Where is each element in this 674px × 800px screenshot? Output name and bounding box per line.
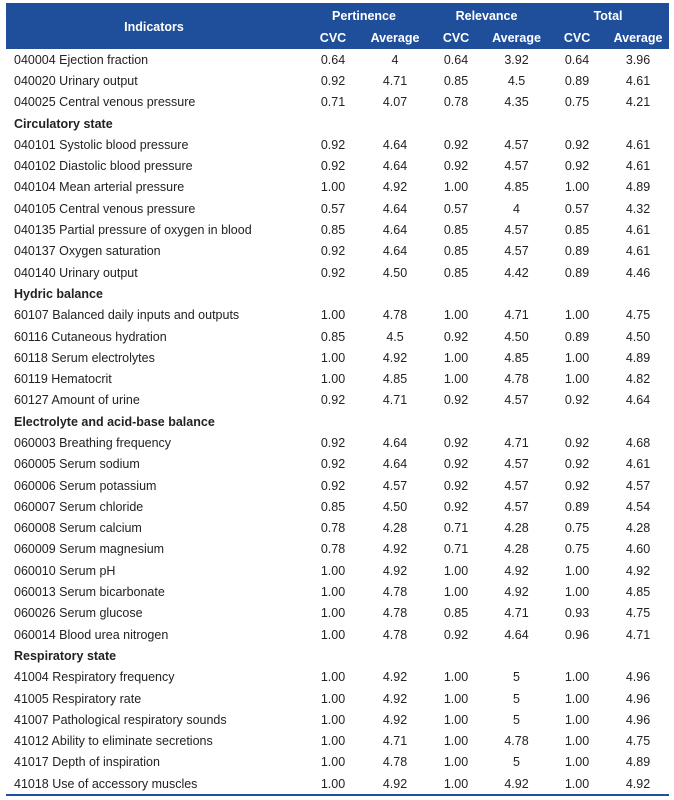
pertinence-cvc-cell: 1.00 <box>320 734 346 749</box>
relevance-cvc-cell: 1.00 <box>443 691 469 706</box>
table-row <box>6 475 669 496</box>
total-cvc-cell: 1.00 <box>564 563 590 578</box>
pertinence-cvc-cell: 1.00 <box>320 627 346 642</box>
section-title: Circulatory state <box>14 116 113 131</box>
pertinence-cvc-cell: 0.78 <box>320 542 346 557</box>
section-row <box>6 113 669 134</box>
relevance-average-cell: 4.50 <box>504 329 529 344</box>
pertinence-cvc-cell: 1.00 <box>320 670 346 685</box>
table-row <box>6 731 669 752</box>
total-cvc-cell: 0.89 <box>564 244 590 259</box>
pertinence-cvc-cell: 0.64 <box>320 52 346 67</box>
total-average-cell: 4.71 <box>625 627 651 642</box>
relevance-average-cell: 5 <box>513 755 520 770</box>
section-row <box>6 645 669 666</box>
total-average-cell: 4.85 <box>625 585 651 600</box>
pertinence-average-cell: 4.78 <box>382 755 408 770</box>
relevance-cvc-cell: 1.00 <box>443 755 469 770</box>
total-average-cell: 4.92 <box>625 776 651 791</box>
total-cvc-cell: 1.00 <box>564 734 590 749</box>
relevance-cvc-cell: 0.92 <box>443 137 469 152</box>
total-cvc-cell: 0.92 <box>564 435 590 450</box>
pertinence-average-cell: 4.64 <box>382 435 408 450</box>
indicator-label: 41012 Ability to eliminate secretions <box>14 734 213 749</box>
relevance-average-cell: 4.78 <box>504 372 529 387</box>
relevance-average-cell: 5 <box>513 691 520 706</box>
total-average-cell: 4.61 <box>625 137 651 152</box>
relevance-average-cell: 4.57 <box>504 159 529 174</box>
relevance-cvc-cell: 1.00 <box>443 712 469 727</box>
table-row <box>6 368 669 389</box>
table-row <box>6 134 669 155</box>
indicator-label: 41018 Use of accessory muscles <box>14 776 198 791</box>
indicator-label: 41007 Pathological respiratory sounds <box>14 712 227 727</box>
table-row <box>6 624 669 645</box>
relevance-average-cell: 4.28 <box>504 521 529 536</box>
indicator-label: 060014 Blood urea nitrogen <box>14 627 169 642</box>
table-row <box>6 92 669 113</box>
pertinence-cvc-cell: 1.00 <box>320 372 346 387</box>
pertinence-cvc-cell: 0.78 <box>320 521 346 536</box>
relevance-average-cell: 4.92 <box>504 776 529 791</box>
relevance-cvc-cell: 0.85 <box>443 606 469 621</box>
relevance-cvc-cell: 1.00 <box>443 563 469 578</box>
total-cvc-cell: 0.75 <box>564 542 590 557</box>
pertinence-average-cell: 4.64 <box>382 137 408 152</box>
indicator-label: 040020 Urinary output <box>14 73 138 88</box>
indicator-label: 040101 Systolic blood pressure <box>14 137 189 152</box>
relevance-cvc-cell: 0.92 <box>443 393 469 408</box>
relevance-cvc-cell: 0.85 <box>443 73 469 88</box>
pertinence-average-cell: 4.71 <box>382 393 408 408</box>
section-title: Hydric balance <box>14 286 103 301</box>
relevance-average-cell: 5 <box>513 712 520 727</box>
pertinence-cvc-cell: 1.00 <box>320 755 346 770</box>
relevance-cvc-cell: 0.92 <box>443 627 469 642</box>
total-cvc-cell: 0.92 <box>564 137 590 152</box>
header-average: Average <box>607 27 669 49</box>
pertinence-average-cell: 4.92 <box>382 563 408 578</box>
table-row <box>6 390 669 411</box>
indicator-label: 60116 Cutaneous hydration <box>14 329 167 344</box>
table-row <box>6 688 669 709</box>
indicator-label: 060009 Serum magnesium <box>14 542 165 557</box>
relevance-cvc-cell: 0.85 <box>443 244 469 259</box>
total-average-cell: 4.75 <box>625 308 651 323</box>
total-average-cell: 4.54 <box>625 499 651 514</box>
indicator-label: 040135 Partial pressure of oxygen in blood <box>14 223 252 238</box>
pertinence-cvc-cell: 0.85 <box>320 223 346 238</box>
relevance-average-cell: 4.78 <box>504 734 529 749</box>
total-cvc-cell: 1.00 <box>564 180 590 195</box>
relevance-cvc-cell: 0.71 <box>443 521 469 536</box>
table-row <box>6 539 669 560</box>
total-cvc-cell: 1.00 <box>564 585 590 600</box>
indicator-label: 060007 Serum chloride <box>14 499 144 514</box>
pertinence-cvc-cell: 0.92 <box>320 435 346 450</box>
table-row <box>6 518 669 539</box>
relevance-average-cell: 4.28 <box>504 542 529 557</box>
total-cvc-cell: 0.89 <box>564 265 590 280</box>
section-title: Respiratory state <box>14 648 117 663</box>
pertinence-cvc-cell: 0.92 <box>320 137 346 152</box>
relevance-average-cell: 4.71 <box>504 435 529 450</box>
pertinence-average-cell: 4 <box>391 52 399 67</box>
total-cvc-cell: 0.89 <box>564 329 590 344</box>
pertinence-average-cell: 4.92 <box>382 776 408 791</box>
table-row <box>6 326 669 347</box>
total-average-cell: 4.32 <box>625 201 651 216</box>
relevance-cvc-cell: 0.71 <box>443 542 469 557</box>
pertinence-cvc-cell: 1.00 <box>320 712 346 727</box>
table-row <box>6 603 669 624</box>
table-row <box>6 49 669 70</box>
relevance-cvc-cell: 0.92 <box>443 499 469 514</box>
relevance-average-cell: 4.92 <box>504 563 529 578</box>
table-row <box>6 709 669 730</box>
pertinence-average-cell: 4.28 <box>382 521 408 536</box>
total-cvc-cell: 1.00 <box>564 776 590 791</box>
indicator-label: 41005 Respiratory rate <box>14 691 142 706</box>
total-average-cell: 4.96 <box>625 670 651 685</box>
pertinence-average-cell: 4.92 <box>382 542 408 557</box>
total-cvc-cell: 0.85 <box>564 223 590 238</box>
relevance-cvc-cell: 0.92 <box>443 435 469 450</box>
pertinence-average-cell: 4.64 <box>382 223 408 238</box>
indicator-label: 060010 Serum pH <box>14 563 116 578</box>
table-row <box>6 773 669 795</box>
total-average-cell: 4.57 <box>625 478 651 493</box>
table-row <box>6 198 669 219</box>
relevance-average-cell: 4.57 <box>504 137 529 152</box>
relevance-average-cell: 4.71 <box>504 606 529 621</box>
total-cvc-cell: 0.89 <box>564 499 590 514</box>
total-average-cell: 4.64 <box>625 393 651 408</box>
relevance-cvc-cell: 1.00 <box>443 776 469 791</box>
relevance-cvc-cell: 0.85 <box>443 265 469 280</box>
pertinence-average-cell: 4.85 <box>382 372 408 387</box>
indicator-label: 60107 Balanced daily inputs and outputs <box>14 308 240 323</box>
indicator-label: 60127 Amount of urine <box>14 393 140 408</box>
table-row <box>6 667 669 688</box>
relevance-cvc-cell: 0.92 <box>443 457 469 472</box>
indicator-label: 41017 Depth of inspiration <box>14 755 160 770</box>
total-cvc-cell: 0.96 <box>564 627 590 642</box>
relevance-cvc-cell: 0.78 <box>443 95 469 110</box>
pertinence-cvc-cell: 1.00 <box>320 350 346 365</box>
pertinence-cvc-cell: 1.00 <box>320 776 346 791</box>
total-average-cell: 4.75 <box>625 606 651 621</box>
header-cvc: CVC <box>426 27 486 49</box>
table-row <box>6 560 669 581</box>
pertinence-average-cell: 4.92 <box>382 712 408 727</box>
pertinence-average-cell: 4.78 <box>382 606 408 621</box>
pertinence-average-cell: 4.64 <box>382 244 408 259</box>
total-average-cell: 4.89 <box>625 180 651 195</box>
relevance-cvc-cell: 0.64 <box>443 52 469 67</box>
pertinence-cvc-cell: 1.00 <box>320 691 346 706</box>
table-row <box>6 454 669 475</box>
indicator-label: 060005 Serum sodium <box>14 457 140 472</box>
table-body <box>6 49 669 795</box>
pertinence-average-cell: 4.71 <box>382 73 408 88</box>
relevance-cvc-cell: 0.92 <box>443 329 469 344</box>
total-cvc-cell: 0.75 <box>564 521 590 536</box>
relevance-cvc-cell: 1.00 <box>443 585 469 600</box>
pertinence-average-cell: 4.78 <box>382 585 408 600</box>
pertinence-cvc-cell: 1.00 <box>320 308 346 323</box>
pertinence-cvc-cell: 0.92 <box>320 393 346 408</box>
relevance-average-cell: 4.57 <box>504 499 529 514</box>
total-cvc-cell: 1.00 <box>564 712 590 727</box>
relevance-cvc-cell: 0.85 <box>443 223 469 238</box>
relevance-average-cell: 4.92 <box>504 585 529 600</box>
header-cvc: CVC <box>302 27 364 49</box>
pertinence-average-cell: 4.07 <box>382 95 408 110</box>
relevance-average-cell: 4.42 <box>504 265 529 280</box>
total-average-cell: 4.92 <box>625 563 651 578</box>
total-cvc-cell: 0.75 <box>564 95 590 110</box>
indicator-label: 040004 Ejection fraction <box>14 52 149 67</box>
pertinence-average-cell: 4.71 <box>382 734 408 749</box>
pertinence-cvc-cell: 1.00 <box>320 180 346 195</box>
pertinence-average-cell: 4.5 <box>386 329 404 344</box>
relevance-average-cell: 4.57 <box>504 244 529 259</box>
table-row <box>6 219 669 240</box>
pertinence-cvc-cell: 0.92 <box>320 244 346 259</box>
total-cvc-cell: 1.00 <box>564 691 590 706</box>
indicator-label: 040104 Mean arterial pressure <box>14 180 185 195</box>
relevance-average-cell: 4.85 <box>504 350 529 365</box>
pertinence-cvc-cell: 0.85 <box>320 329 346 344</box>
total-cvc-cell: 1.00 <box>564 308 590 323</box>
total-cvc-cell: 0.57 <box>564 201 590 216</box>
total-cvc-cell: 0.64 <box>564 52 590 67</box>
pertinence-average-cell: 4.64 <box>382 159 408 174</box>
relevance-cvc-cell: 1.00 <box>443 372 469 387</box>
total-cvc-cell: 0.89 <box>564 73 590 88</box>
pertinence-average-cell: 4.50 <box>382 265 408 280</box>
relevance-average-cell: 4.57 <box>504 223 529 238</box>
pertinence-average-cell: 4.92 <box>382 670 408 685</box>
indicator-label: 040140 Urinary output <box>14 265 138 280</box>
pertinence-average-cell: 4.92 <box>382 350 408 365</box>
table-row <box>6 752 669 773</box>
table-row <box>6 581 669 602</box>
pertinence-cvc-cell: 0.71 <box>320 95 346 110</box>
total-cvc-cell: 0.92 <box>564 393 590 408</box>
total-average-cell: 4.61 <box>625 223 651 238</box>
total-average-cell: 4.21 <box>625 95 651 110</box>
total-cvc-cell: 1.00 <box>564 755 590 770</box>
pertinence-cvc-cell: 0.85 <box>320 499 346 514</box>
indicator-label: 060006 Serum potassium <box>14 478 157 493</box>
indicator-label: 040137 Oxygen saturation <box>14 244 161 259</box>
pertinence-cvc-cell: 0.92 <box>320 159 346 174</box>
relevance-average-cell: 4.35 <box>504 95 529 110</box>
total-cvc-cell: 1.00 <box>564 670 590 685</box>
total-average-cell: 4.75 <box>625 734 651 749</box>
indicator-label: 040025 Central venous pressure <box>14 95 196 110</box>
relevance-cvc-cell: 1.00 <box>443 308 469 323</box>
table-row <box>6 305 669 326</box>
total-average-cell: 4.46 <box>625 265 651 280</box>
total-average-cell: 4.61 <box>625 457 651 472</box>
pertinence-cvc-cell: 1.00 <box>320 606 346 621</box>
total-average-cell: 4.28 <box>625 521 651 536</box>
pertinence-average-cell: 4.64 <box>382 201 408 216</box>
table-row <box>6 347 669 368</box>
total-average-cell: 4.61 <box>625 159 651 174</box>
indicator-label: 060003 Breathing frequency <box>14 435 172 450</box>
total-average-cell: 4.60 <box>625 542 651 557</box>
relevance-average-cell: 4.5 <box>507 73 526 88</box>
table-row <box>6 262 669 283</box>
relevance-average-cell: 4.57 <box>504 393 529 408</box>
relevance-average-cell: 4.57 <box>504 457 529 472</box>
indicator-label: 60119 Hematocrit <box>14 372 112 387</box>
relevance-cvc-cell: 1.00 <box>443 350 469 365</box>
relevance-cvc-cell: 1.00 <box>443 670 469 685</box>
pertinence-cvc-cell: 0.92 <box>320 265 346 280</box>
relevance-cvc-cell: 1.00 <box>443 734 469 749</box>
relevance-cvc-cell: 0.92 <box>443 159 469 174</box>
pertinence-cvc-cell: 1.00 <box>320 563 346 578</box>
section-row <box>6 411 669 432</box>
pertinence-average-cell: 4.92 <box>382 691 408 706</box>
relevance-cvc-cell: 0.57 <box>443 201 469 216</box>
header-average: Average <box>486 27 547 49</box>
indicator-label: 41004 Respiratory frequency <box>14 670 175 685</box>
header-pertinence: Pertinence <box>302 3 426 27</box>
relevance-average-cell: 4.85 <box>504 180 529 195</box>
indicator-label: 040105 Central venous pressure <box>14 201 196 216</box>
table-row <box>6 155 669 176</box>
total-average-cell: 4.68 <box>625 435 651 450</box>
relevance-average-cell: 4.71 <box>504 308 529 323</box>
total-average-cell: 3.96 <box>625 52 651 67</box>
total-average-cell: 4.61 <box>625 73 651 88</box>
total-average-cell: 4.96 <box>625 712 651 727</box>
pertinence-average-cell: 4.57 <box>382 478 408 493</box>
total-average-cell: 4.96 <box>625 691 651 706</box>
total-cvc-cell: 0.92 <box>564 159 590 174</box>
header-relevance: Relevance <box>426 3 547 27</box>
pertinence-cvc-cell: 0.92 <box>320 457 346 472</box>
header-indicators: Indicators <box>6 3 302 49</box>
indicator-label: 60118 Serum electrolytes <box>14 350 155 365</box>
indicator-label: 060026 Serum glucose <box>14 606 143 621</box>
pertinence-average-cell: 4.92 <box>382 180 408 195</box>
total-cvc-cell: 0.93 <box>564 606 590 621</box>
total-cvc-cell: 1.00 <box>564 350 590 365</box>
indicator-label: 040102 Diastolic blood pressure <box>14 159 193 174</box>
relevance-average-cell: 4.57 <box>504 478 529 493</box>
relevance-cvc-cell: 1.00 <box>443 180 469 195</box>
total-average-cell: 4.89 <box>625 350 651 365</box>
total-average-cell: 4.82 <box>625 372 651 387</box>
pertinence-average-cell: 4.78 <box>382 627 408 642</box>
pertinence-average-cell: 4.50 <box>382 499 408 514</box>
table-row <box>6 241 669 262</box>
indicator-label: 060008 Serum calcium <box>14 521 142 536</box>
table-row <box>6 432 669 453</box>
total-cvc-cell: 1.00 <box>564 372 590 387</box>
total-average-cell: 4.61 <box>625 244 651 259</box>
header-average: Average <box>364 27 426 49</box>
total-cvc-cell: 0.92 <box>564 478 590 493</box>
total-average-cell: 4.50 <box>625 329 651 344</box>
header-cvc: CVC <box>547 27 607 49</box>
pertinence-cvc-cell: 0.92 <box>320 73 346 88</box>
pertinence-cvc-cell: 1.00 <box>320 585 346 600</box>
relevance-average-cell: 4 <box>513 201 520 216</box>
relevance-average-cell: 3.92 <box>504 52 529 67</box>
total-average-cell: 4.89 <box>625 755 651 770</box>
pertinence-average-cell: 4.78 <box>382 308 408 323</box>
indicator-label: 060013 Serum bicarbonate <box>14 585 165 600</box>
table-row <box>6 177 669 198</box>
relevance-average-cell: 5 <box>513 670 520 685</box>
indicators-table <box>6 3 669 796</box>
section-title: Electrolyte and acid-base balance <box>14 414 215 429</box>
total-cvc-cell: 0.92 <box>564 457 590 472</box>
section-row <box>6 283 669 304</box>
pertinence-cvc-cell: 0.57 <box>320 201 346 216</box>
pertinence-cvc-cell: 0.92 <box>320 478 346 493</box>
pertinence-average-cell: 4.64 <box>382 457 408 472</box>
relevance-average-cell: 4.64 <box>504 627 529 642</box>
table-row <box>6 70 669 91</box>
relevance-cvc-cell: 0.92 <box>443 478 469 493</box>
header-total: Total <box>547 3 669 27</box>
table-row <box>6 496 669 517</box>
